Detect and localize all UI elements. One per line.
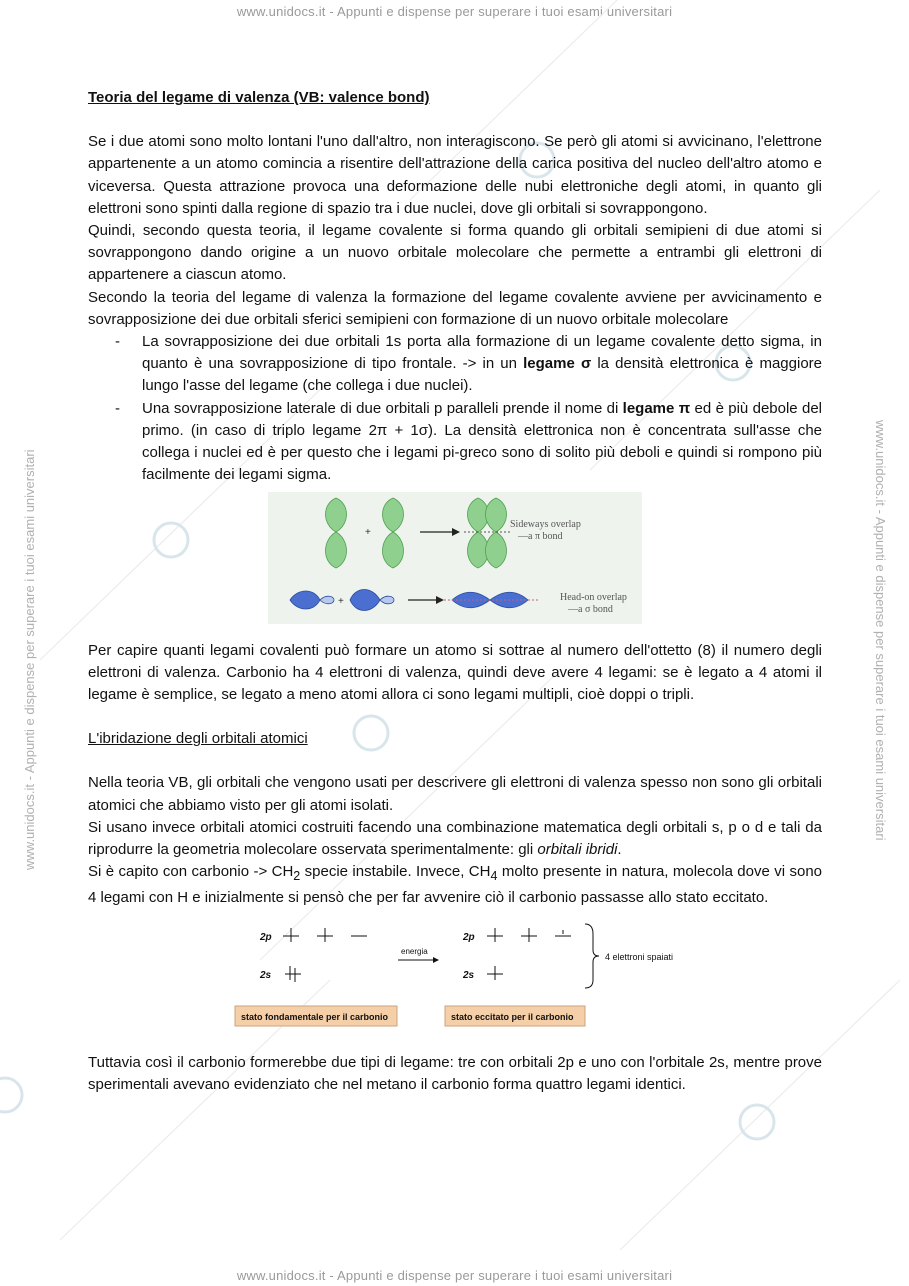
side-watermark-right: www.unidocs.it - Appunti e dispense per superare i tuoi esami universitari: [873, 420, 888, 841]
section-subtitle: L'ibridazione degli orbitali atomici: [88, 730, 308, 748]
svg-text:—a σ bond: —a σ bond: [568, 604, 613, 616]
svg-text:2p: 2p: [463, 931, 475, 943]
bond-list: [88, 331, 822, 486]
paragraph-3: Secondo la teoria del legame di valenza la formazione del legame covalente avviene per avvicinamento e sovrapposizione dei due orbitali sferici semipieni con formazione di un nuovo orbitale molecolare: [88, 288, 822, 328]
svg-text:Head-on overlap: Head-on overlap: [560, 592, 627, 604]
svg-text:2s: 2s: [463, 969, 475, 981]
paragraph-5: Nella teoria VB, gli orbitali che vengono usati per descrivere gli elettroni di valenza spesso non sono gli orbitali atomici che abbiamo visto per gli atomi isolati.: [88, 774, 822, 814]
svg-text:stato eccitato per il carbonio: stato eccitato per il carbonio: [451, 1011, 574, 1022]
paragraph-6: Si usano invece orbitali atomici costruiti facendo una combinazione matematica degli orbitali s, p o d e tali da riprodurre la geometria molecolare osservata sperimentalmente: gli orbitali ibridi.: [88, 818, 822, 859]
svg-text:energia: energia: [401, 946, 428, 956]
paragraph-2: Quindi, secondo questa teoria, il legame covalente si forma quando gli orbitali semipieni di due atomi si sovrappongono dando origine a un nuovo orbitale molecolare che permette a entrambi gli elettroni di appartenere a ciascun atomo.: [88, 222, 822, 284]
page-footer: www.unidocs.it - Appunti e dispense per superare i tuoi esami universitari: [236, 1268, 673, 1283]
svg-text:4 elettroni spaiati: 4 elettroni spaiati: [605, 951, 674, 962]
carbon-electron-configuration-figure: [233, 920, 683, 1035]
svg-text:Sideways overlap: Sideways overlap: [510, 519, 581, 531]
svg-text:2p: 2p: [260, 931, 272, 943]
side-watermark-left: www.unidocs.it - Appunti e dispense per superare i tuoi esami universitari: [22, 449, 37, 870]
page-header: www.unidocs.it - Appunti e dispense per superare i tuoi esami universitari: [236, 4, 673, 19]
orbital-overlap-figure: [268, 492, 642, 624]
svg-text:2s: 2s: [260, 969, 272, 981]
paragraph-1: Se i due atomi sono molto lontani l'uno dall'altro, non interagiscono. Se però gli atomi si avvicinano, l'elettrone appartenente a un atomo comincia a risentire dell'attrazione della carica positiva del nucleo dell'altro atomo e viceversa. Questa attrazione provoca una deformazione delle nubi elettroniche degli atomi, in quanto gli elettroni sono spinti dalla regione di spazio tra i due nuclei, dove gli orbitali si sovrappongono.: [88, 133, 822, 217]
paragraph-8: Tuttavia così il carbonio formerebbe due tipi di legame: tre con orbitali 2p e uno con l'orbitale 2s, mentre prove sperimentali avevano evidenziato che nel metano il carbonio forma quattro legami identici.: [88, 1053, 822, 1094]
document-body: [88, 87, 822, 1096]
paragraph-4: Per capire quanti legami covalenti può formare un atomo si sottrae al numero dell'ottetto (8) il numero degli elettroni di valenza. Carbonio ha 4 elettroni di valenza, quindi deve avere 4 legami: se è legato a 4 atomi il legame è semplice, se legato a meno atomi allora ci sono legami multipli, cioè doppi o tripli.: [88, 641, 822, 704]
list-item-sigma: - La sovrapposizione dei due orbitali 1s porta alla formazione di un legame covalente detto sigma, in quanto è una sovrapposizione di tipo frontale. -> in un legame σ la densità elettronica è maggiore lungo l'asse del legame (che collega i due nuclei).: [115, 333, 822, 395]
page-title: Teoria del legame di valenza (VB: valence bond): [88, 89, 430, 106]
svg-text:stato fondamentale per il carb: stato fondamentale per il carbonio: [241, 1011, 389, 1022]
paragraph-7: Si è capito con carbonio -> $CH_2$ specie instabile. Invece, $CH_4$ molto presente in natura, molecola dove vi sono 4 legami con H e inizialmente si pensò che per far avvenire ciò il carbonio passasse allo stato eccitato.: [88, 863, 823, 907]
list-item-pi: - Una sovrapposizione laterale di due orbitali p paralleli prende il nome di legame π ed è più debole del primo. (in caso di triplo legame 2π + 1σ). La densità elettronica non è concentrata sull'asse che collega i nuclei ed è per questo che i legami pi-greco sono di solito più deboli e quindi si rompono più facilmente dei legami sigma.: [115, 399, 822, 484]
svg-text:—a π bond: —a π bond: [518, 531, 563, 543]
plus-sign: +: [365, 527, 371, 539]
svg-text:+: +: [338, 596, 344, 608]
